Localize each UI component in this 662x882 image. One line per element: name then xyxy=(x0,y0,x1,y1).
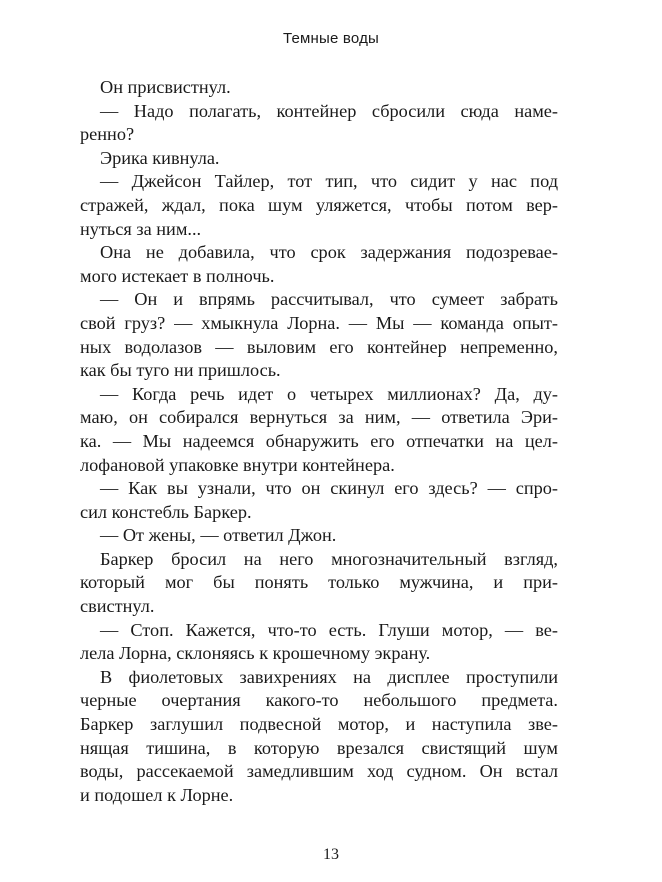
text-line: мого истекает в полночь. xyxy=(80,265,275,286)
text-line: и подошел к Лорне. xyxy=(80,784,234,805)
text-line: стражей, ждал, пока шум уляжется, чтобы потом вер- xyxy=(80,194,558,215)
text-line: — Стоп. Кажется, что-то есть. Глуши мотор, — ве- xyxy=(100,619,558,640)
text-line: Баркер заглушил подвесной мотор, и наступила зве- xyxy=(80,714,558,735)
text-line: — Как вы узнали, что он скинул его здесь? — спро- xyxy=(100,478,558,499)
text-line: Она не добавила, что срок задержания подозревае- xyxy=(100,242,558,263)
text-line: ка. — Мы надеемся обнаружить его отпечатки на цел- xyxy=(80,430,558,451)
text-line: Он присвистнул. xyxy=(100,77,231,97)
page-number: 13 xyxy=(323,846,339,863)
text-line: маю, он собирался вернуться за ним, — ответила Эри- xyxy=(80,407,558,428)
text-line: — Надо полагать, контейнер сбросили сюда наме- xyxy=(100,100,558,121)
text-line: как бы туго ни пришлось. xyxy=(80,360,281,381)
text-line: ных водолазов — выловим его контейнер непременно, xyxy=(80,336,558,357)
text-line: — Джейсон Тайлер, тот тип, что сидит у нас под xyxy=(100,171,558,192)
text-line: ренно? xyxy=(80,124,135,145)
text-line: свистнул. xyxy=(80,596,155,617)
running-head-title: Темные воды xyxy=(282,30,380,47)
text-line: который мог бы понять только мужчина, и при- xyxy=(80,572,558,593)
text-line: — От жены, — ответил Джон. xyxy=(100,525,337,546)
text-line: лела Лорна, склоняясь к крошечному экрану. xyxy=(80,643,431,664)
text-line: черные очертания какого-то небольшого предмета. xyxy=(80,690,558,711)
text-line: Баркер бросил на него многозначительный взгляд, xyxy=(100,548,558,569)
text-line: В фиолетовых завихрениях на дисплее проступили xyxy=(100,666,558,687)
text-line: воды, рассекаемой замедлившим ход судном. Он встал xyxy=(80,761,558,782)
text-line: — Когда речь идет о четырех миллионах? Да, ду- xyxy=(100,383,558,404)
text-line: нуться за ним... xyxy=(80,218,202,239)
text-line: нящая тишина, в которую врезался свистящий шум xyxy=(80,737,558,758)
text-line: — Он и впрямь рассчитывал, что сумеет забрать xyxy=(100,289,558,310)
body-text xyxy=(80,76,558,807)
text-line: Эрика кивнула. xyxy=(100,147,220,168)
text-line: сил констебль Баркер. xyxy=(80,501,252,522)
text-line: лофановой упаковке внутри контейнера. xyxy=(80,454,395,475)
text-line: свой груз? — хмыкнула Лорна. — Мы — команда опыт- xyxy=(80,312,558,333)
